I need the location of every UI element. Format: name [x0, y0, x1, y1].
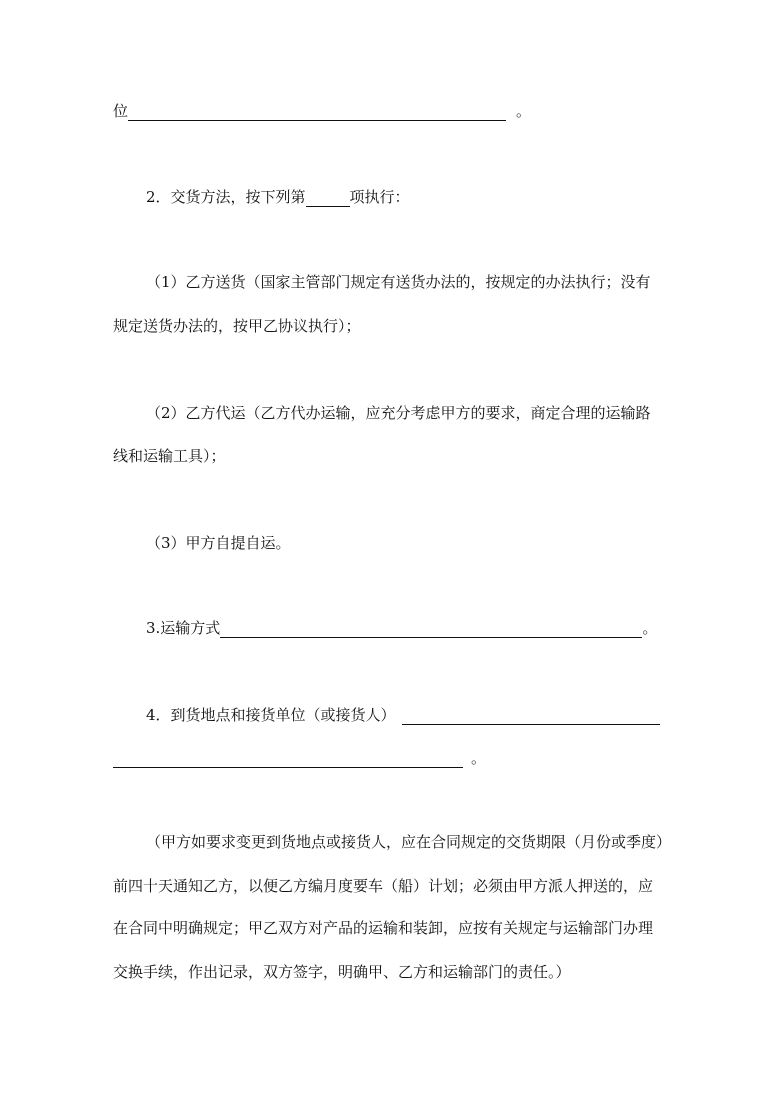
option-3-line: （3）甲方自提自运。 [146, 534, 291, 552]
item2-before: 2．交货方法，按下列第 [146, 188, 306, 206]
item2-after: 项执行： [349, 188, 410, 206]
line1-suffix: 。 [516, 102, 532, 120]
option-2-line-2: 线和运输工具）； [113, 447, 226, 465]
item-2-delivery-method [146, 187, 410, 207]
option-1-line-2: 规定送货办法的，按甲乙协议执行）； [113, 317, 361, 335]
note-line-4: 交换手续，作出记录，双方签字，明确甲、乙方和运输部门的责任。） [113, 963, 571, 981]
item-3-transport-mode [146, 618, 657, 638]
blank-destination-2[interactable] [113, 753, 463, 768]
option-2-line-1: （2）乙方代运（乙方代办运输，应充分考虑甲方的要求，商定合理的运输路 [146, 404, 651, 422]
item3-text: 3.运输方式 [146, 619, 221, 637]
line1-prefix: 位 [113, 102, 129, 120]
blank-transport-mode[interactable] [220, 623, 642, 638]
blank-destination-1[interactable] [402, 710, 660, 725]
blank-delivery-unit[interactable] [128, 106, 506, 121]
item4-text: 4．到货地点和接货单位（或接货人） [146, 706, 396, 724]
option-1-line-1: （1）乙方送货（国家主管部门规定有送货办法的，按规定的办法执行；没有 [146, 273, 651, 291]
item-4-destination [146, 705, 660, 725]
item4-suffix: 。 [471, 749, 487, 767]
line-delivery-unit [113, 101, 531, 121]
blank-option-number[interactable] [306, 192, 350, 207]
note-line-2: 前四十天通知乙方，以便乙方编月度要车（船）计划；必须由甲方派人押送的，应 [113, 877, 654, 895]
item3-suffix: 。 [642, 619, 658, 637]
item-4-destination-cont [113, 748, 486, 768]
note-line-3: 在合同中明确规定；甲乙双方对产品的运输和装卸，应按有关规定与运输部门办理 [113, 919, 654, 937]
note-line-1: （甲方如要求变更到货地点或接货人，应在合同规定的交货期限（月份或季度） [146, 833, 672, 851]
